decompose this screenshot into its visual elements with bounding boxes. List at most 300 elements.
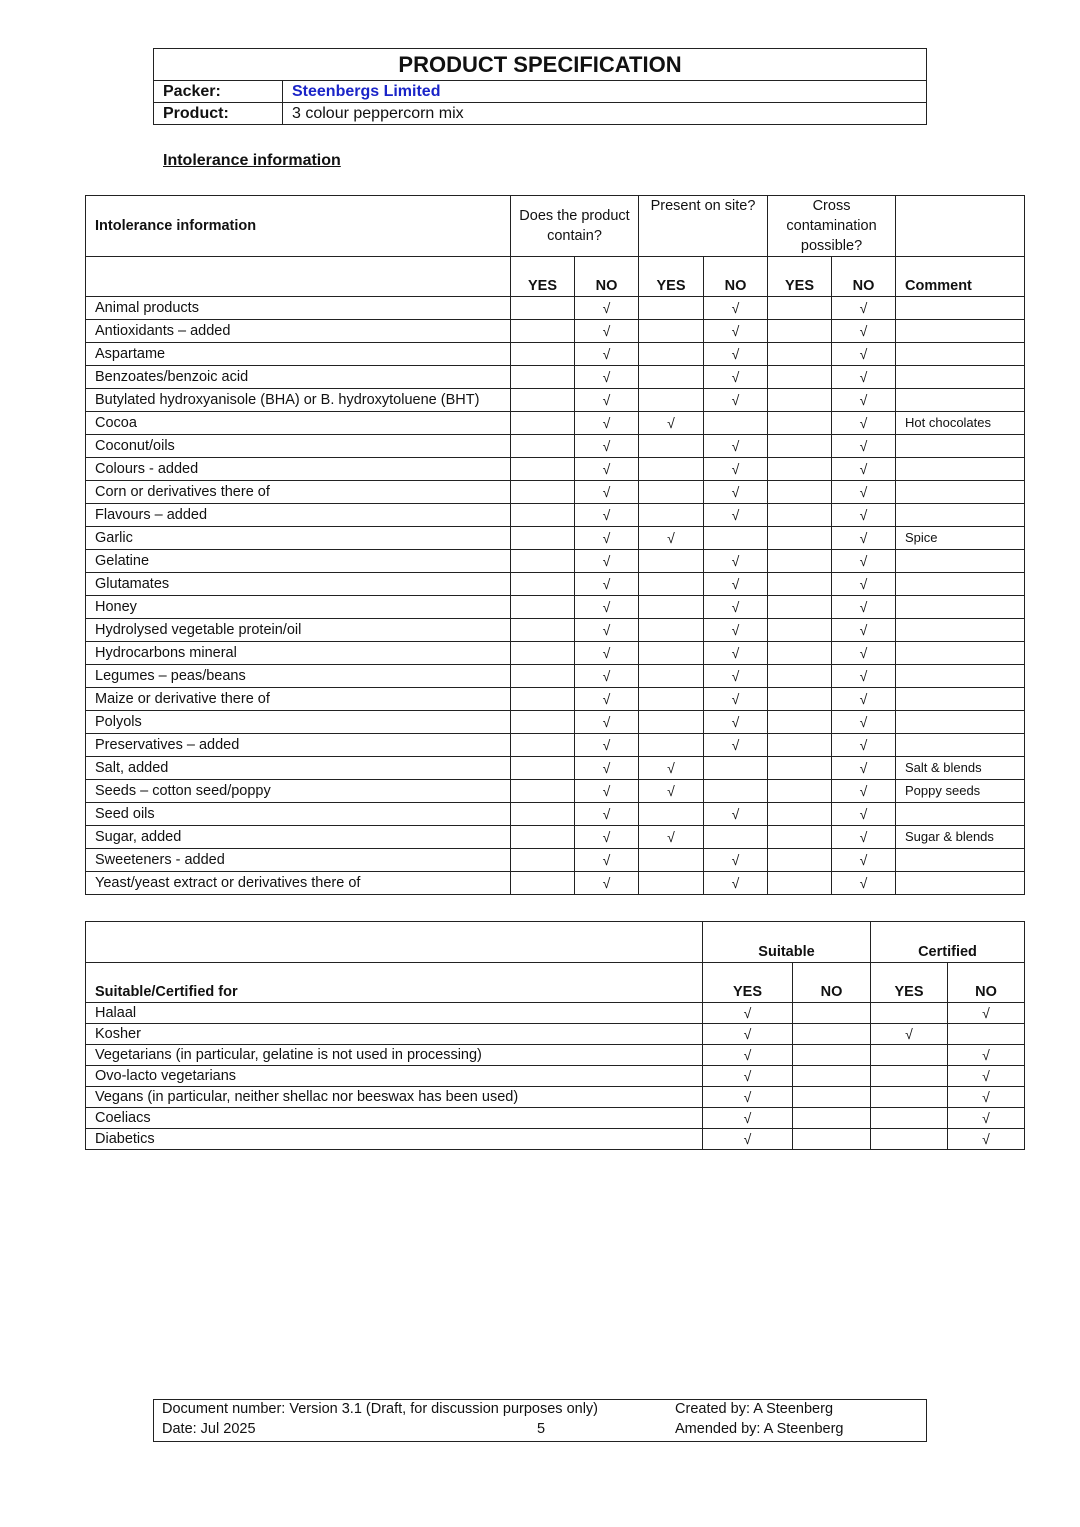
table-row	[86, 1066, 1025, 1087]
contain-no-cell: √	[575, 642, 639, 665]
site-yes-cell	[639, 872, 704, 895]
certified-yes-cell	[871, 1066, 948, 1087]
cross-no-cell: √	[832, 458, 896, 481]
site-yes-cell: √	[639, 757, 704, 780]
contain-no-cell: √	[575, 665, 639, 688]
suitable-no-cell	[793, 1024, 871, 1045]
row-label: Coeliacs	[86, 1108, 703, 1129]
contain-no-cell: √	[575, 619, 639, 642]
certified-yes-cell	[871, 1003, 948, 1024]
certified-yes-cell	[871, 1129, 948, 1150]
row-comment	[896, 320, 1025, 343]
intolerance-table	[85, 195, 1025, 895]
site-no-cell	[704, 412, 768, 435]
site-no-cell: √	[704, 343, 768, 366]
footer-page-number: 5	[537, 1421, 546, 1437]
cross-no-cell: √	[832, 757, 896, 780]
row-label: Maize or derivative there of	[86, 688, 511, 711]
site-yes-cell	[639, 711, 704, 734]
site-yes-cell	[639, 550, 704, 573]
site-yes-cell	[639, 366, 704, 389]
subhead-certified-no: NO	[948, 963, 1025, 1003]
row-comment	[896, 343, 1025, 366]
suitable-table	[85, 921, 1025, 1150]
suitable-no-cell	[793, 1087, 871, 1108]
group-certified: Certified	[871, 922, 1025, 963]
site-no-cell: √	[704, 320, 768, 343]
contain-yes-cell	[511, 757, 575, 780]
col-group-blank	[896, 196, 1025, 257]
cross-yes-cell	[768, 826, 832, 849]
table-row	[86, 688, 1025, 711]
site-no-cell: √	[704, 872, 768, 895]
cross-no-cell: √	[832, 573, 896, 596]
site-no-cell: √	[704, 734, 768, 757]
cross-no-cell: √	[832, 550, 896, 573]
site-no-cell: √	[704, 297, 768, 320]
table-row	[86, 872, 1025, 895]
intolerance-head-label: Intolerance information	[86, 196, 511, 257]
spec-header-table	[153, 48, 927, 125]
table-row	[86, 412, 1025, 435]
site-no-cell: √	[704, 665, 768, 688]
suitable-no-cell	[793, 1003, 871, 1024]
row-label: Antioxidants – added	[86, 320, 511, 343]
suitable-no-cell	[793, 1108, 871, 1129]
col-group-cross: Cross contamination possible?	[768, 196, 896, 257]
contain-no-cell: √	[575, 343, 639, 366]
table-row	[86, 1045, 1025, 1066]
cross-no-cell: √	[832, 504, 896, 527]
site-yes-cell	[639, 665, 704, 688]
cross-no-cell: √	[832, 734, 896, 757]
suitable-no-cell	[793, 1129, 871, 1150]
table-row	[86, 320, 1025, 343]
table-row	[86, 389, 1025, 412]
contain-yes-cell	[511, 527, 575, 550]
row-comment	[896, 849, 1025, 872]
site-no-cell: √	[704, 596, 768, 619]
cross-yes-cell	[768, 297, 832, 320]
site-no-cell: √	[704, 366, 768, 389]
site-no-cell: √	[704, 803, 768, 826]
table-row	[86, 665, 1025, 688]
cross-yes-cell	[768, 665, 832, 688]
col-group-site: Present on site?	[639, 196, 768, 257]
certified-no-cell: √	[948, 1066, 1025, 1087]
cross-no-cell: √	[832, 320, 896, 343]
row-label: Hydrolysed vegetable protein/oil	[86, 619, 511, 642]
contain-yes-cell	[511, 343, 575, 366]
suitable-yes-cell: √	[703, 1003, 793, 1024]
site-yes-cell	[639, 435, 704, 458]
cross-no-cell: √	[832, 849, 896, 872]
certified-no-cell: √	[948, 1108, 1025, 1129]
row-comment	[896, 573, 1025, 596]
contain-yes-cell	[511, 780, 575, 803]
subhead-suitable-yes: YES	[703, 963, 793, 1003]
site-no-cell: √	[704, 458, 768, 481]
table-row	[86, 1024, 1025, 1045]
cross-no-cell: √	[832, 343, 896, 366]
contain-no-cell: √	[575, 803, 639, 826]
row-label: Corn or derivatives there of	[86, 481, 511, 504]
contain-no-cell: √	[575, 504, 639, 527]
row-comment: Hot chocolates	[896, 412, 1025, 435]
row-comment	[896, 458, 1025, 481]
site-yes-cell	[639, 343, 704, 366]
site-yes-cell	[639, 481, 704, 504]
cross-no-cell: √	[832, 688, 896, 711]
subhead-certified-yes: YES	[871, 963, 948, 1003]
row-label: Coconut/oils	[86, 435, 511, 458]
contain-yes-cell	[511, 458, 575, 481]
cross-no-cell: √	[832, 780, 896, 803]
site-no-cell: √	[704, 849, 768, 872]
site-yes-cell	[639, 803, 704, 826]
cross-yes-cell	[768, 642, 832, 665]
cross-yes-cell	[768, 435, 832, 458]
contain-no-cell: √	[575, 826, 639, 849]
page-title: PRODUCT SPECIFICATION	[154, 49, 927, 81]
subhead-contain-yes: YES	[511, 257, 575, 297]
table-row	[86, 458, 1025, 481]
row-label: Hydrocarbons mineral	[86, 642, 511, 665]
contain-yes-cell	[511, 803, 575, 826]
cross-yes-cell	[768, 619, 832, 642]
contain-yes-cell	[511, 297, 575, 320]
contain-no-cell: √	[575, 366, 639, 389]
site-yes-cell	[639, 734, 704, 757]
suitable-no-cell	[793, 1045, 871, 1066]
section-title: Intolerance information	[163, 152, 341, 169]
table-row	[86, 780, 1025, 803]
contain-no-cell: √	[575, 550, 639, 573]
row-comment	[896, 872, 1025, 895]
contain-no-cell: √	[575, 780, 639, 803]
site-yes-cell: √	[639, 826, 704, 849]
site-no-cell	[704, 780, 768, 803]
row-label: Halaal	[86, 1003, 703, 1024]
site-no-cell	[704, 826, 768, 849]
site-yes-cell: √	[639, 527, 704, 550]
cross-yes-cell	[768, 573, 832, 596]
site-yes-cell: √	[639, 780, 704, 803]
cross-yes-cell	[768, 849, 832, 872]
subhead-suitable-no: NO	[793, 963, 871, 1003]
contain-yes-cell	[511, 642, 575, 665]
row-label: Ovo-lacto vegetarians	[86, 1066, 703, 1087]
row-label: Colours - added	[86, 458, 511, 481]
cross-yes-cell	[768, 596, 832, 619]
cross-yes-cell	[768, 688, 832, 711]
suitable-yes-cell: √	[703, 1129, 793, 1150]
packer-label: Packer:	[154, 81, 283, 103]
table-row	[86, 343, 1025, 366]
site-yes-cell	[639, 320, 704, 343]
site-yes-cell	[639, 504, 704, 527]
suitable-yes-cell: √	[703, 1087, 793, 1108]
cross-no-cell: √	[832, 711, 896, 734]
table-row	[86, 849, 1025, 872]
site-no-cell: √	[704, 481, 768, 504]
suitable-yes-cell: √	[703, 1108, 793, 1129]
table-row	[86, 757, 1025, 780]
row-label: Benzoates/benzoic acid	[86, 366, 511, 389]
site-no-cell: √	[704, 389, 768, 412]
cross-yes-cell	[768, 343, 832, 366]
cross-no-cell: √	[832, 596, 896, 619]
contain-no-cell: √	[575, 573, 639, 596]
cross-yes-cell	[768, 734, 832, 757]
row-label: Preservatives – added	[86, 734, 511, 757]
certified-no-cell: √	[948, 1129, 1025, 1150]
cross-yes-cell	[768, 757, 832, 780]
cross-yes-cell	[768, 550, 832, 573]
contain-no-cell: √	[575, 872, 639, 895]
row-label: Yeast/yeast extract or derivatives there of	[86, 872, 511, 895]
table-row	[86, 711, 1025, 734]
row-label: Glutamates	[86, 573, 511, 596]
contain-yes-cell	[511, 872, 575, 895]
row-label: Animal products	[86, 297, 511, 320]
table-row	[86, 734, 1025, 757]
contain-no-cell: √	[575, 412, 639, 435]
row-label: Garlic	[86, 527, 511, 550]
row-comment	[896, 665, 1025, 688]
footer-date: Date: Jul 2025	[162, 1421, 256, 1437]
cross-no-cell: √	[832, 872, 896, 895]
suitable-head-blank	[86, 922, 703, 963]
table-row	[86, 527, 1025, 550]
contain-no-cell: √	[575, 734, 639, 757]
table-row	[86, 573, 1025, 596]
subhead-site-yes: YES	[639, 257, 704, 297]
contain-no-cell: √	[575, 711, 639, 734]
cross-yes-cell	[768, 872, 832, 895]
row-label: Salt, added	[86, 757, 511, 780]
site-no-cell	[704, 527, 768, 550]
site-no-cell: √	[704, 688, 768, 711]
cross-yes-cell	[768, 803, 832, 826]
certified-yes-cell	[871, 1108, 948, 1129]
contain-no-cell: √	[575, 458, 639, 481]
table-row	[86, 803, 1025, 826]
cross-yes-cell	[768, 711, 832, 734]
suitable-yes-cell: √	[703, 1066, 793, 1087]
suitable-yes-cell: √	[703, 1045, 793, 1066]
table-row	[86, 596, 1025, 619]
cross-no-cell: √	[832, 412, 896, 435]
site-yes-cell	[639, 619, 704, 642]
row-label: Sweeteners - added	[86, 849, 511, 872]
contain-no-cell: √	[575, 481, 639, 504]
contain-yes-cell	[511, 320, 575, 343]
table-row	[86, 826, 1025, 849]
contain-yes-cell	[511, 435, 575, 458]
row-label: Seed oils	[86, 803, 511, 826]
row-comment	[896, 550, 1025, 573]
row-comment	[896, 734, 1025, 757]
contain-yes-cell	[511, 596, 575, 619]
row-comment: Spice	[896, 527, 1025, 550]
cross-no-cell: √	[832, 527, 896, 550]
cross-no-cell: √	[832, 435, 896, 458]
contain-no-cell: √	[575, 435, 639, 458]
cross-yes-cell	[768, 412, 832, 435]
contain-no-cell: √	[575, 849, 639, 872]
table-row	[86, 366, 1025, 389]
contain-yes-cell	[511, 826, 575, 849]
suitable-head-label: Suitable/Certified for	[86, 963, 703, 1003]
row-label: Diabetics	[86, 1129, 703, 1150]
certified-yes-cell	[871, 1087, 948, 1108]
contain-no-cell: √	[575, 297, 639, 320]
contain-no-cell: √	[575, 757, 639, 780]
cross-no-cell: √	[832, 366, 896, 389]
contain-no-cell: √	[575, 527, 639, 550]
row-comment	[896, 803, 1025, 826]
cross-no-cell: √	[832, 619, 896, 642]
contain-no-cell: √	[575, 688, 639, 711]
certified-no-cell: √	[948, 1003, 1025, 1024]
table-row	[86, 642, 1025, 665]
table-row	[86, 1003, 1025, 1024]
site-yes-cell	[639, 849, 704, 872]
cross-no-cell: √	[832, 297, 896, 320]
certified-yes-cell	[871, 1045, 948, 1066]
contain-no-cell: √	[575, 320, 639, 343]
cross-yes-cell	[768, 366, 832, 389]
table-row	[86, 550, 1025, 573]
site-no-cell	[704, 757, 768, 780]
row-comment	[896, 596, 1025, 619]
site-yes-cell	[639, 596, 704, 619]
cross-no-cell: √	[832, 665, 896, 688]
contain-yes-cell	[511, 734, 575, 757]
suitable-yes-cell: √	[703, 1024, 793, 1045]
cross-yes-cell	[768, 458, 832, 481]
contain-yes-cell	[511, 366, 575, 389]
subhead-contain-no: NO	[575, 257, 639, 297]
site-yes-cell: √	[639, 412, 704, 435]
row-label: Cocoa	[86, 412, 511, 435]
table-row	[86, 1087, 1025, 1108]
certified-no-cell: √	[948, 1087, 1025, 1108]
row-label: Honey	[86, 596, 511, 619]
site-yes-cell	[639, 688, 704, 711]
contain-yes-cell	[511, 849, 575, 872]
cross-yes-cell	[768, 320, 832, 343]
contain-no-cell: √	[575, 596, 639, 619]
site-yes-cell	[639, 573, 704, 596]
contain-yes-cell	[511, 711, 575, 734]
subhead-cross-no: NO	[832, 257, 896, 297]
contain-yes-cell	[511, 573, 575, 596]
suitable-no-cell	[793, 1066, 871, 1087]
certified-no-cell: √	[948, 1045, 1025, 1066]
row-label: Legumes – peas/beans	[86, 665, 511, 688]
row-comment	[896, 366, 1025, 389]
footer	[153, 1399, 927, 1439]
row-comment: Poppy seeds	[896, 780, 1025, 803]
site-yes-cell	[639, 642, 704, 665]
row-comment	[896, 504, 1025, 527]
row-label: Aspartame	[86, 343, 511, 366]
subhead-blank	[86, 257, 511, 297]
col-group-contain: Does the product contain?	[511, 196, 639, 257]
contain-yes-cell	[511, 688, 575, 711]
cross-yes-cell	[768, 527, 832, 550]
table-row	[86, 619, 1025, 642]
product-label: Product:	[154, 103, 283, 125]
certified-yes-cell: √	[871, 1024, 948, 1045]
site-no-cell: √	[704, 619, 768, 642]
site-yes-cell	[639, 389, 704, 412]
footer-amended-by: Amended by: A Steenberg	[675, 1421, 844, 1437]
footer-created-by: Created by: A Steenberg	[675, 1401, 834, 1417]
row-label: Seeds – cotton seed/poppy	[86, 780, 511, 803]
row-label: Sugar, added	[86, 826, 511, 849]
contain-yes-cell	[511, 504, 575, 527]
cross-no-cell: √	[832, 826, 896, 849]
contain-yes-cell	[511, 665, 575, 688]
row-label: Flavours – added	[86, 504, 511, 527]
cross-no-cell: √	[832, 389, 896, 412]
cross-no-cell: √	[832, 481, 896, 504]
row-label: Vegetarians (in particular, gelatine is not used in processing)	[86, 1045, 703, 1066]
footer-doc-number: Document number: Version 3.1 (Draft, for discussion purposes only)	[162, 1401, 599, 1417]
site-no-cell: √	[704, 642, 768, 665]
table-row	[86, 504, 1025, 527]
row-comment	[896, 297, 1025, 320]
subhead-cross-yes: YES	[768, 257, 832, 297]
row-comment	[896, 619, 1025, 642]
site-no-cell: √	[704, 573, 768, 596]
packer-value: Steenbergs Limited	[283, 81, 927, 103]
site-no-cell: √	[704, 435, 768, 458]
contain-yes-cell	[511, 412, 575, 435]
table-row	[86, 435, 1025, 458]
cross-yes-cell	[768, 481, 832, 504]
row-comment	[896, 688, 1025, 711]
product-value: 3 colour peppercorn mix	[283, 103, 927, 125]
site-no-cell: √	[704, 711, 768, 734]
row-label: Kosher	[86, 1024, 703, 1045]
cross-no-cell: √	[832, 642, 896, 665]
row-label: Polyols	[86, 711, 511, 734]
row-label: Gelatine	[86, 550, 511, 573]
row-comment: Sugar & blends	[896, 826, 1025, 849]
row-label: Vegans (in particular, neither shellac nor beeswax has been used)	[86, 1087, 703, 1108]
site-yes-cell	[639, 458, 704, 481]
contain-yes-cell	[511, 481, 575, 504]
group-suitable: Suitable	[703, 922, 871, 963]
site-no-cell: √	[704, 504, 768, 527]
certified-no-cell	[948, 1024, 1025, 1045]
row-comment	[896, 435, 1025, 458]
row-comment	[896, 711, 1025, 734]
cross-yes-cell	[768, 780, 832, 803]
table-row	[86, 481, 1025, 504]
site-no-cell: √	[704, 550, 768, 573]
row-comment	[896, 481, 1025, 504]
subhead-site-no: NO	[704, 257, 768, 297]
row-comment: Salt & blends	[896, 757, 1025, 780]
contain-yes-cell	[511, 550, 575, 573]
subhead-comment: Comment	[896, 257, 1025, 297]
contain-no-cell: √	[575, 389, 639, 412]
